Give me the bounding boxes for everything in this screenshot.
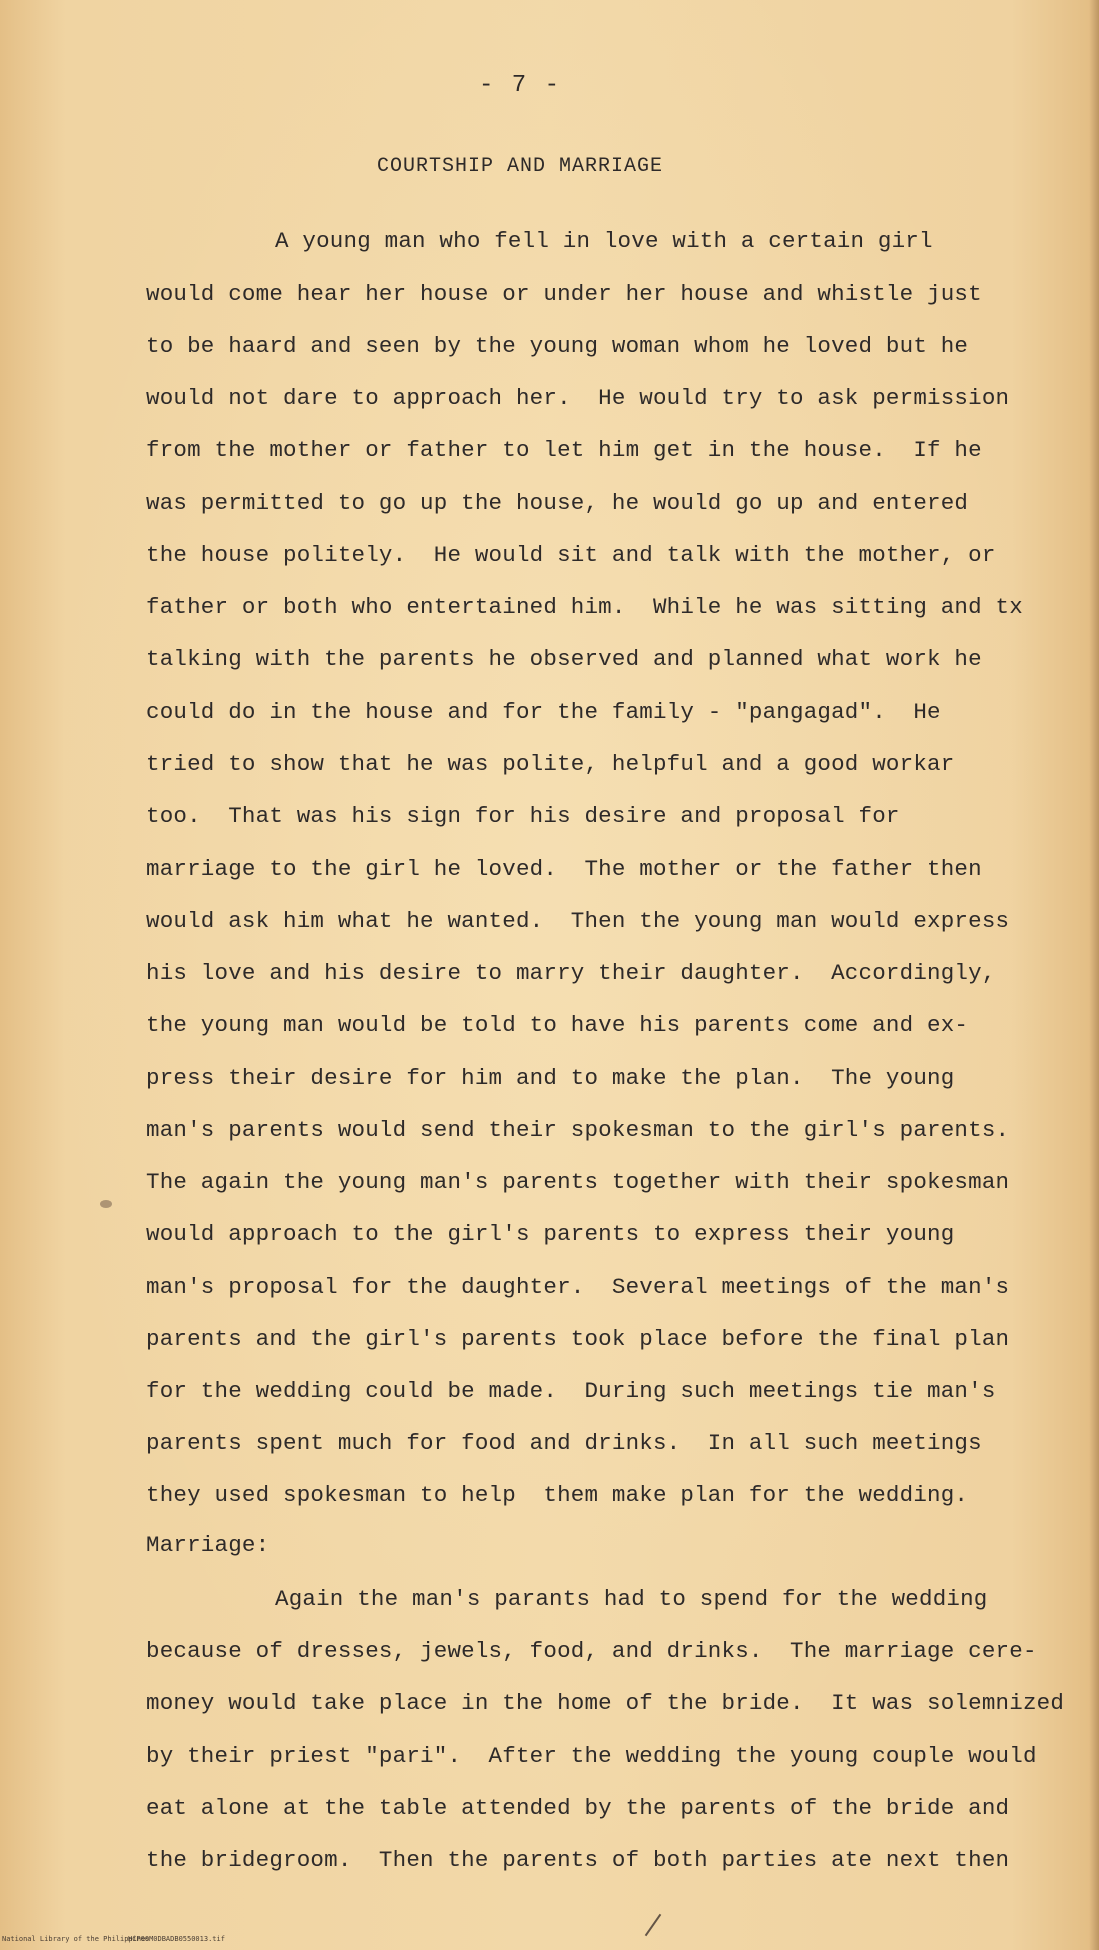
page-title: COURTSHIP AND MARRIAGE bbox=[376, 155, 664, 178]
text-line: man's proposal for the daughter. Several meetings of the man's bbox=[146, 1274, 1010, 1300]
text-line: for the wedding could be made. During such meetings tie man's bbox=[146, 1378, 996, 1404]
text-line: they used spokesman to help them make plan for the wedding. bbox=[146, 1482, 969, 1508]
text-line: Again the man's parants had to spend for the wedding bbox=[275, 1586, 988, 1612]
text-line: father or both who entertained him. While he was sitting and tx bbox=[146, 594, 1023, 620]
text-line: talking with the parents he observed and planned what work he bbox=[146, 646, 982, 672]
text-line: A young man who fell in love with a certain girl bbox=[275, 228, 933, 254]
text-line: the bridegroom. Then the parents of both parties ate next then bbox=[146, 1847, 1010, 1873]
text-line: man's parents would send their spokesman to the girl's parents. bbox=[146, 1117, 1010, 1143]
text-line: would approach to the girl's parents to express their young bbox=[146, 1221, 955, 1247]
page-number: - 7 - bbox=[478, 72, 561, 99]
text-line: by their priest "pari". After the wedding the young couple would bbox=[146, 1743, 1037, 1769]
text-line: because of dresses, jewels, food, and drinks. The marriage cere- bbox=[146, 1638, 1037, 1664]
text-line: would ask him what he wanted. Then the young man would express bbox=[146, 908, 1010, 934]
section-heading: Marriage: bbox=[146, 1532, 270, 1558]
text-line: would come hear her house or under her house and whistle just bbox=[146, 281, 982, 307]
text-line: was permitted to go up the house, he would go up and entered bbox=[146, 490, 969, 516]
text-line: The again the young man's parents together with their spokesman bbox=[146, 1169, 1010, 1195]
text-line: from the mother or father to let him get in the house. If he bbox=[146, 437, 982, 463]
text-line: would not dare to approach her. He would try to ask permission bbox=[146, 385, 1010, 411]
text-line: too. That was his sign for his desire and proposal for bbox=[146, 803, 900, 829]
text-line: press their desire for him and to make the plan. The young bbox=[146, 1065, 955, 1091]
archive-credit: National Library of the Philippines bbox=[2, 1935, 150, 1943]
file-identifier: HCP00M0DBADB0550013.tif bbox=[128, 1935, 225, 1943]
text-line: marriage to the girl he loved. The mother or the father then bbox=[146, 856, 982, 882]
pencil-mark bbox=[645, 1914, 662, 1936]
text-line: his love and his desire to marry their daughter. Accordingly, bbox=[146, 960, 996, 986]
text-line: money would take place in the home of the bride. It was solemnized bbox=[146, 1690, 1065, 1716]
text-line: the house politely. He would sit and talk with the mother, or bbox=[146, 542, 996, 568]
text-line: parents spent much for food and drinks. In all such meetings bbox=[146, 1430, 982, 1456]
text-line: to be haard and seen by the young woman whom he loved but he bbox=[146, 333, 969, 359]
text-line: could do in the house and for the family - "pangagad". He bbox=[146, 699, 941, 725]
text-line: eat alone at the table attended by the parents of the bride and bbox=[146, 1795, 1010, 1821]
text-line: the young man would be told to have his parents come and ex- bbox=[146, 1012, 969, 1038]
ink-smudge bbox=[100, 1200, 112, 1208]
page-edge-shadow bbox=[1089, 0, 1099, 1950]
text-line: parents and the girl's parents took place before the final plan bbox=[146, 1326, 1010, 1352]
text-line: tried to show that he was polite, helpful and a good workar bbox=[146, 751, 955, 777]
